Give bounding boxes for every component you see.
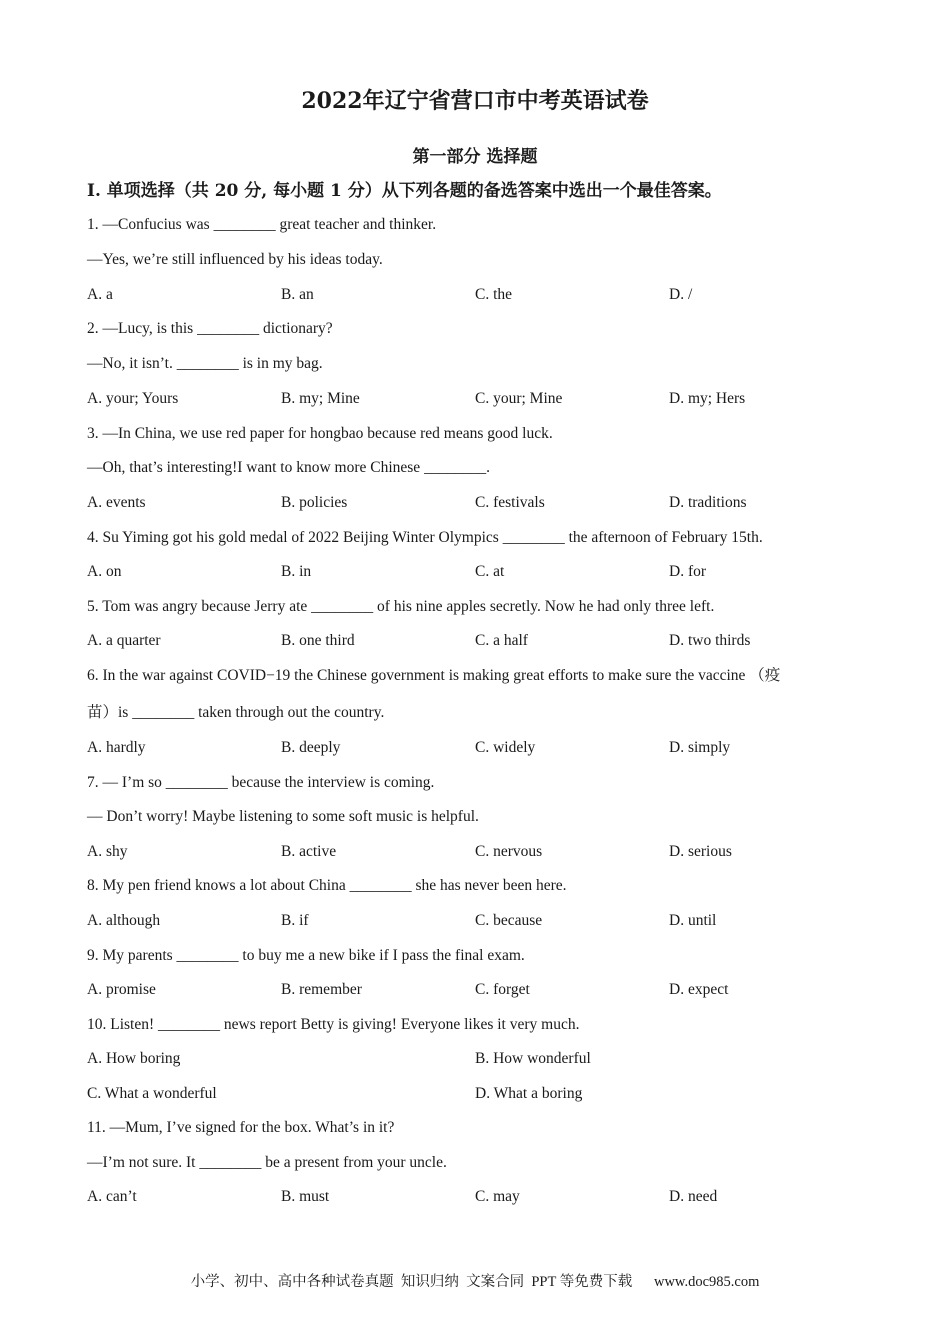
question-3-option-a: A. events [87, 494, 146, 511]
question-9-option-d: D. expect [669, 981, 729, 998]
question-11-option-a: A. can’t [87, 1188, 137, 1205]
question-8-option-d: D. until [669, 912, 717, 929]
question-1-line-1: 1. —Confucius was ________ great teacher and thinker. [87, 216, 437, 233]
question-7-option-d: D. serious [669, 843, 732, 860]
question-2-option-a: A. your; Yours [87, 390, 179, 407]
question-3-option-d: D. traditions [669, 494, 747, 511]
question-1-option-d: D. / [669, 286, 693, 303]
question-5-option-a: A. a quarter [87, 632, 161, 649]
exam-title: 2022年辽宁省营口市中考英语试卷 [301, 88, 649, 114]
question-2-option-c: C. your; Mine [475, 390, 563, 407]
question-10-option-a: A. How boring [87, 1050, 181, 1067]
question-4-line-1: 4. Su Yiming got his gold medal of 2022 Beijing Winter Olympics ________ the afternoon of February 15th. [87, 529, 763, 546]
question-2-line-1: 2. —Lucy, is this ________ dictionary? [87, 320, 333, 337]
question-5-option-c: C. a half [475, 632, 528, 649]
question-8-line-1: 8. My pen friend knows a lot about China ________ she has never been here. [87, 877, 567, 894]
question-1-option-c: C. the [475, 286, 513, 303]
question-4-option-c: C. at [475, 563, 505, 580]
question-1-option-a: A. a [87, 286, 113, 303]
question-10-option-c: C. What a wonderful [87, 1085, 217, 1102]
question-6-line-1: 6. In the war against COVID−19 the Chinese government is making great efforts to make sure the vaccine （疫 [87, 667, 781, 684]
question-11-option-c: C. may [475, 1188, 520, 1205]
question-7-option-b: B. active [281, 843, 337, 860]
question-2-option-b: B. my; Mine [281, 390, 360, 407]
question-11-line-1: 11. —Mum, I’ve signed for the box. What’s in it? [87, 1119, 395, 1136]
question-9-line-1: 9. My parents ________ to buy me a new bike if I pass the final exam. [87, 947, 525, 964]
question-5-line-1: 5. Tom was angry because Jerry ate ________ of his nine apples secretly. Now he had only three left. [87, 598, 715, 615]
question-6-line-2: 苗）is ________ taken through out the country. [87, 704, 385, 721]
question-8-option-c: C. because [475, 912, 543, 929]
question-2-line-2: —No, it isn’t. ________ is in my bag. [87, 355, 323, 372]
question-9-option-c: C. forget [475, 981, 530, 998]
question-7-option-a: A. shy [87, 843, 128, 860]
question-4-option-b: B. in [281, 563, 312, 580]
question-10-option-d: D. What a boring [475, 1085, 583, 1102]
question-3-option-b: B. policies [281, 494, 348, 511]
question-11-option-d: D. need [669, 1188, 718, 1205]
question-10-line-1: 10. Listen! ________ news report Betty is giving! Everyone likes it very much. [87, 1016, 580, 1033]
question-7-line-2: — Don’t worry! Maybe listening to some soft music is helpful. [87, 808, 479, 825]
question-7-line-1: 7. — I’m so ________ because the interview is coming. [87, 774, 435, 791]
question-3-line-1: 3. —In China, we use red paper for hongbao because red means good luck. [87, 425, 553, 442]
part-heading: 第一部分 选择题 [412, 147, 538, 167]
question-1-line-2: —Yes, we’re still influenced by his ideas today. [87, 251, 383, 268]
question-7-option-c: C. nervous [475, 843, 543, 860]
question-1-option-b: B. an [281, 286, 314, 303]
question-11-line-2: —I’m not sure. It ________ be a present from your uncle. [87, 1154, 447, 1171]
question-5-option-b: B. one third [281, 632, 355, 649]
question-2-option-d: D. my; Hers [669, 390, 746, 407]
question-4-option-a: A. on [87, 563, 122, 580]
question-3-option-c: C. festivals [475, 494, 545, 511]
question-6-option-c: C. widely [475, 739, 536, 756]
question-8-option-a: A. although [87, 912, 161, 929]
page-footer: 小学、初中、高中各种试卷真题 知识归纳 文案合同 PPT 等免费下载 www.doc985.com [190, 1274, 760, 1290]
question-11-option-b: B. must [281, 1188, 330, 1205]
section-heading: I. 单项选择（共 20 分, 每小题 1 分）从下列各题的备选答案中选出一个最佳答案。 [87, 181, 722, 201]
question-9-option-b: B. remember [281, 981, 362, 998]
question-6-option-a: A. hardly [87, 739, 146, 756]
question-6-option-d: D. simply [669, 739, 731, 756]
question-10-option-b: B. How wonderful [475, 1050, 591, 1067]
question-9-option-a: A. promise [87, 981, 156, 998]
question-5-option-d: D. two thirds [669, 632, 751, 649]
question-6-option-b: B. deeply [281, 739, 341, 756]
question-4-option-d: D. for [669, 563, 707, 580]
question-8-option-b: B. if [281, 912, 309, 929]
question-3-line-2: —Oh, that’s interesting!I want to know more Chinese ________. [87, 459, 490, 476]
